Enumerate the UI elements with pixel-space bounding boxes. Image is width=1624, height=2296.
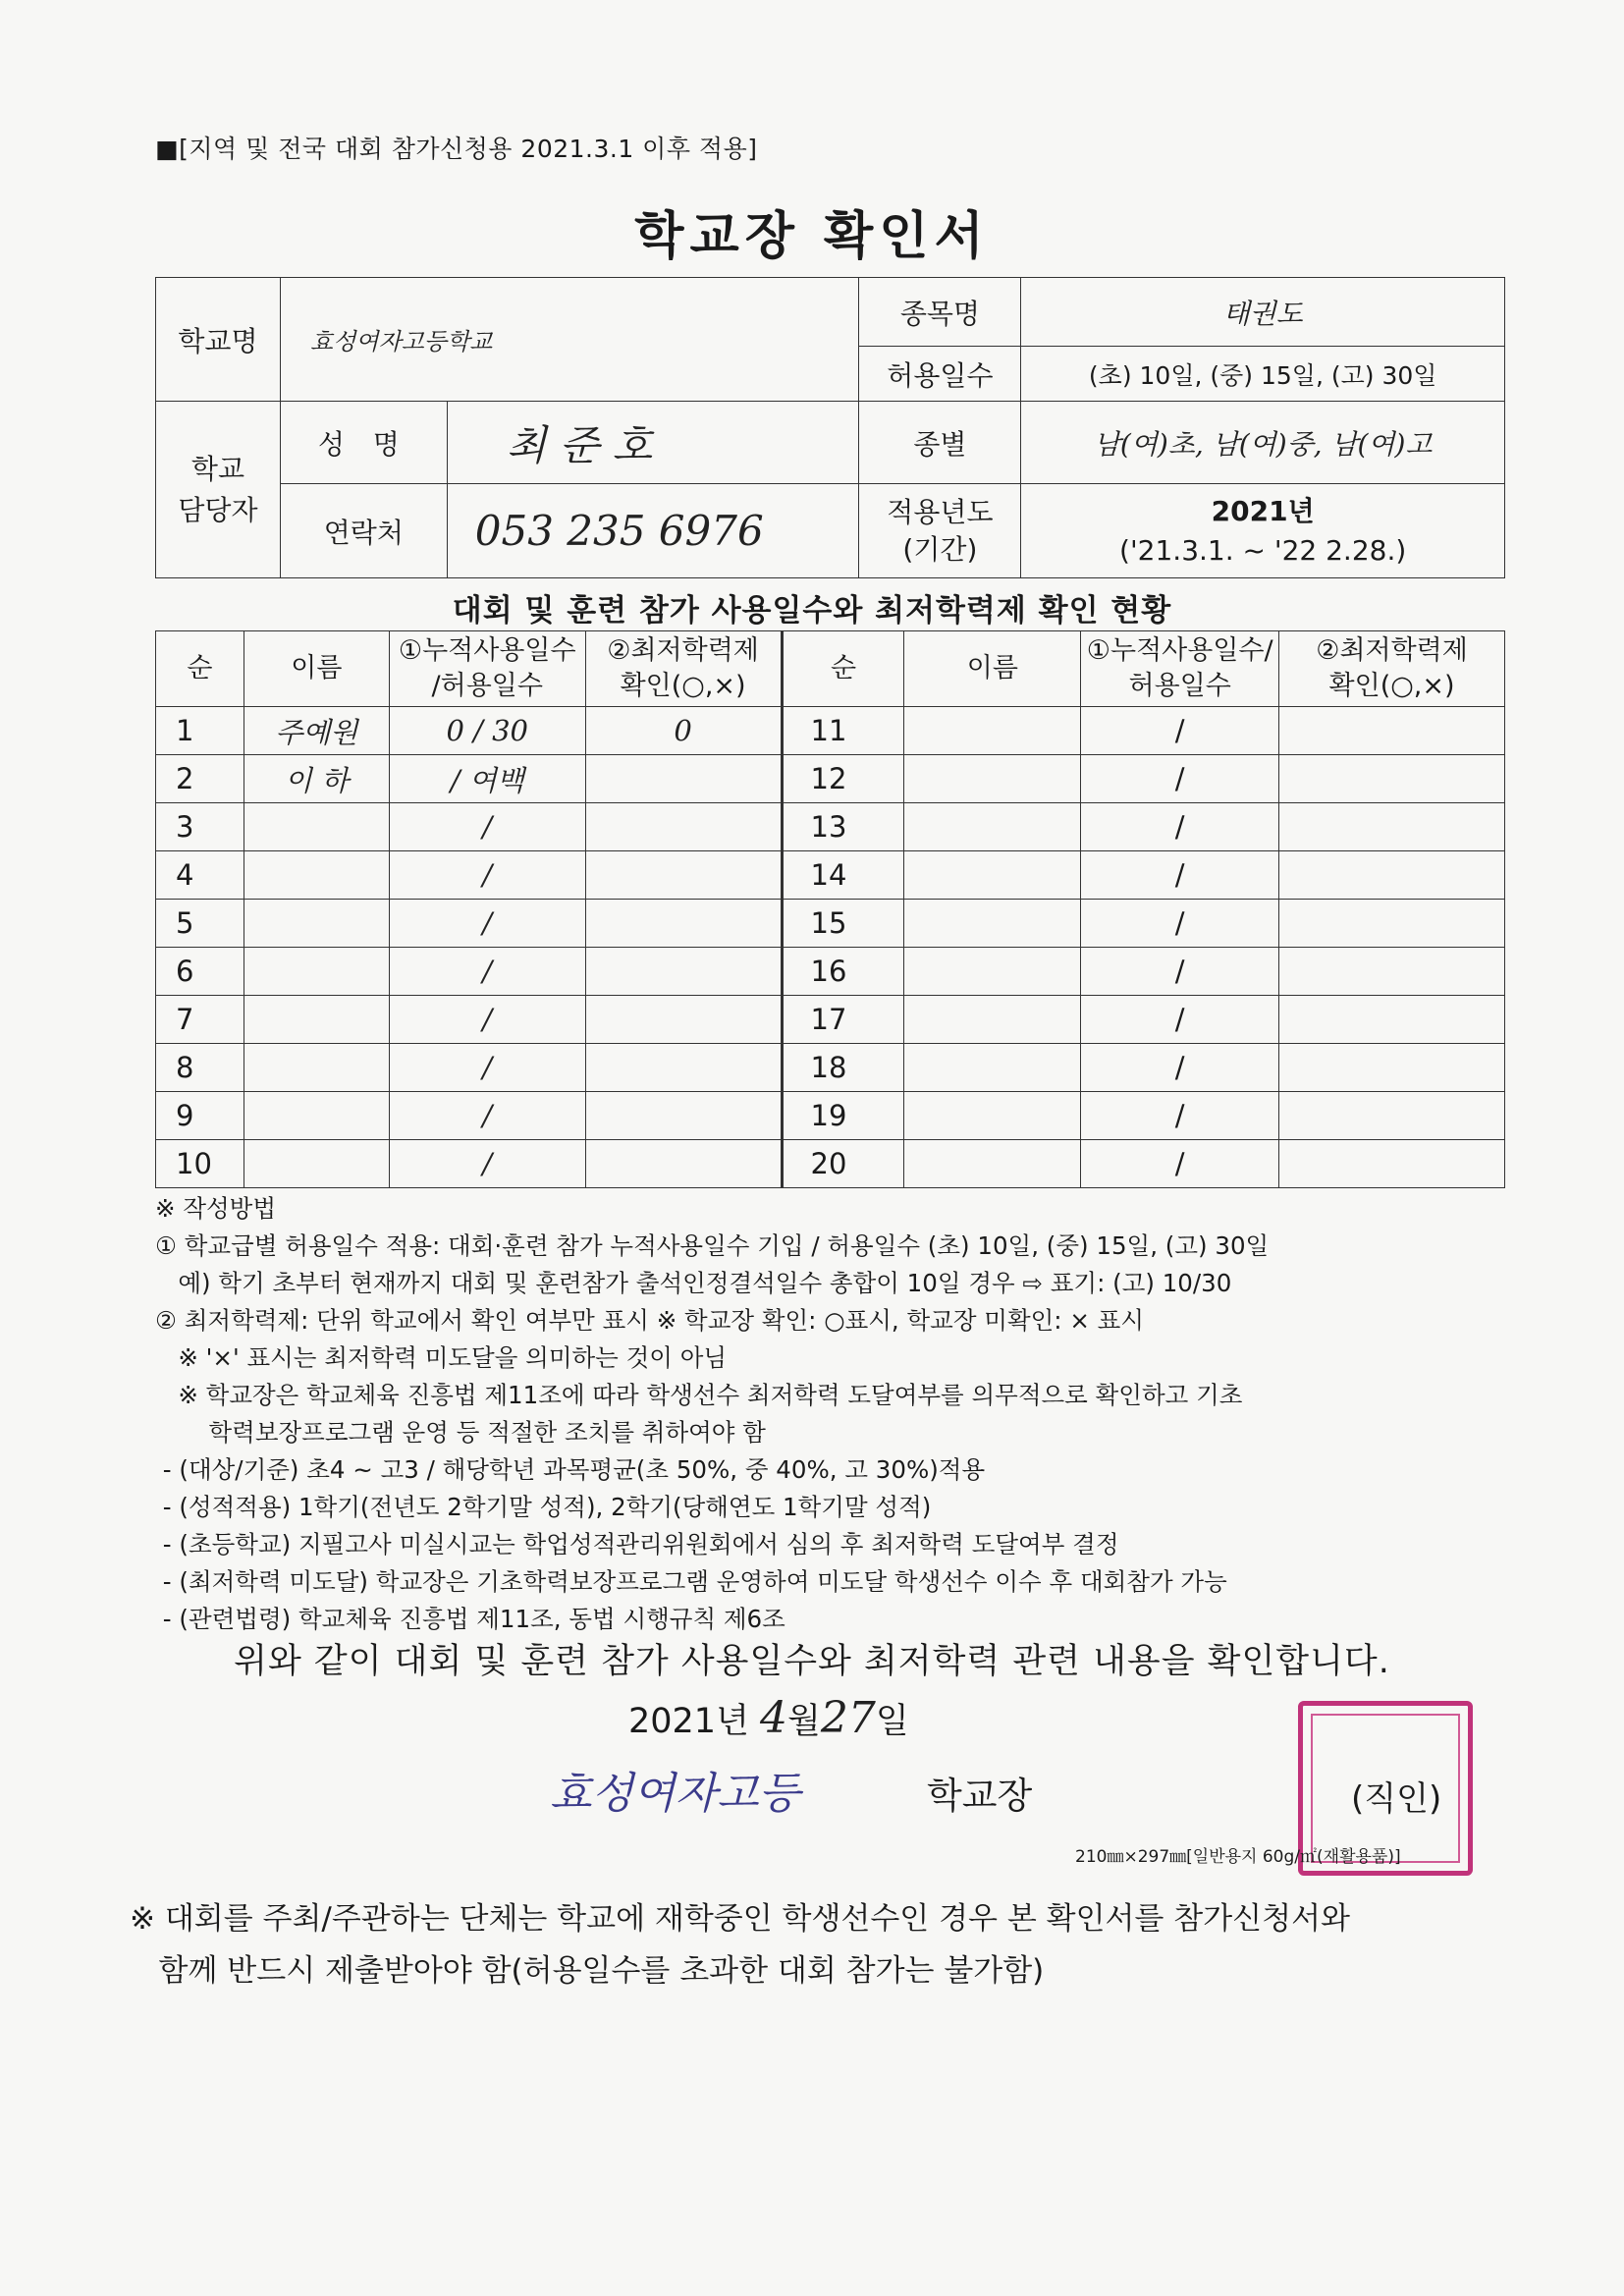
gender-text: 남(여)초, 남(여)중, 남(여)고 bbox=[1093, 427, 1433, 461]
row-name bbox=[244, 900, 389, 948]
header-days: ①누적사용일수 /허용일수 bbox=[389, 631, 585, 707]
table-row bbox=[156, 948, 1505, 996]
row-name bbox=[244, 851, 389, 900]
row-no-right: 19 bbox=[782, 1092, 904, 1140]
row-check-right bbox=[1279, 1044, 1505, 1092]
row-no-right: 13 bbox=[782, 803, 904, 851]
name-label: 성 명 bbox=[280, 402, 447, 484]
row-name-right bbox=[904, 851, 1081, 900]
name-value bbox=[447, 402, 859, 484]
header-check-right: ②최저학력제 확인(○,×) bbox=[1279, 631, 1505, 707]
row-name-right bbox=[904, 707, 1081, 755]
row-check-right bbox=[1279, 707, 1505, 755]
row-check bbox=[585, 1044, 782, 1092]
row-no: 9 bbox=[156, 1092, 244, 1140]
row-check-right bbox=[1279, 948, 1505, 996]
date-year: 2021년 bbox=[628, 1702, 749, 1741]
footer-line-1: ※ 대회를 주최/주관하는 단체는 학교에 재학중인 학생선수인 경우 본 확인서를 참가신청서와 bbox=[130, 1901, 1350, 1937]
row-no-right: 16 bbox=[782, 948, 904, 996]
instruction-line: 학력보장프로그램 운영 등 적절한 조치를 취하여야 함 bbox=[155, 1417, 766, 1447]
instruction-line: ※ 작성방법 bbox=[155, 1194, 276, 1223]
row-days: / bbox=[389, 1092, 585, 1140]
table-row bbox=[156, 755, 1505, 803]
signing-date bbox=[628, 1693, 909, 1743]
row-name-right bbox=[904, 1140, 1081, 1188]
row-check bbox=[585, 996, 782, 1044]
row-no: 7 bbox=[156, 996, 244, 1044]
row-name bbox=[244, 948, 389, 996]
row-days-right: / bbox=[1081, 1140, 1279, 1188]
row-name bbox=[244, 803, 389, 851]
name-text: 최 준 호 bbox=[506, 420, 653, 469]
row-check-right bbox=[1279, 803, 1505, 851]
gender-label: 종별 bbox=[859, 402, 1021, 484]
contact-text: 053 235 6976 bbox=[474, 507, 764, 555]
gender-value bbox=[1021, 402, 1505, 484]
contact-value bbox=[447, 484, 859, 578]
header-name: 이름 bbox=[244, 631, 389, 707]
row-days: / bbox=[389, 1044, 585, 1092]
school-name-label: 학교명 bbox=[156, 278, 281, 402]
contact-label: 연락처 bbox=[280, 484, 447, 578]
table-row bbox=[156, 707, 1505, 755]
row-days: / 여백 bbox=[389, 755, 585, 803]
footer-line-2: 함께 반드시 제출받아야 함(허용일수를 초과한 대회 참가는 불가함) bbox=[130, 1952, 1045, 1989]
sport-label: 종목명 bbox=[859, 278, 1021, 347]
instruction-line: ※ '×' 표시는 최저학력 미도달을 의미하는 것이 아님 bbox=[155, 1342, 728, 1372]
row-name-right bbox=[904, 1092, 1081, 1140]
instruction-line: ② 최저학력제: 단위 학교에서 확인 여부만 표시 ※ 학교장 확인: ○표시, 학교장 미확인: × 표시 bbox=[155, 1305, 1144, 1335]
row-check bbox=[585, 1092, 782, 1140]
school-name-value bbox=[280, 278, 859, 402]
date-month: 4 bbox=[760, 1693, 788, 1743]
row-name: 이 하 bbox=[244, 755, 389, 803]
row-name-right bbox=[904, 996, 1081, 1044]
stamp-label: (직인) bbox=[1347, 1772, 1445, 1820]
row-no-right: 18 bbox=[782, 1044, 904, 1092]
footer-note bbox=[130, 1893, 1534, 1996]
row-name bbox=[244, 996, 389, 1044]
instruction-line: 예) 학기 초부터 현재까지 대회 및 훈련참가 출석인정결석일수 총합이 10일 경우 ⇨ 표기: (고) 10/30 bbox=[155, 1268, 1232, 1297]
row-name-right bbox=[904, 900, 1081, 948]
row-check-right bbox=[1279, 851, 1505, 900]
row-days: / bbox=[389, 900, 585, 948]
instruction-line: - (최저학력 미도달) 학교장은 기초학력보장프로그램 운영하여 미도달 학생선수 이수 후 대회참가 가능 bbox=[155, 1566, 1227, 1596]
manager-label: 학교 담당자 bbox=[156, 402, 281, 578]
row-no-right: 12 bbox=[782, 755, 904, 803]
row-name bbox=[244, 1044, 389, 1092]
row-name bbox=[244, 1092, 389, 1140]
period-value bbox=[1021, 484, 1505, 578]
school-signature: 효성여자고등 bbox=[550, 1769, 801, 1819]
row-check: 0 bbox=[585, 707, 782, 755]
header-note: ■[지역 및 전국 대회 참가신청용 2021.3.1 이후 적용] bbox=[155, 135, 758, 163]
table-row bbox=[156, 1044, 1505, 1092]
table-row bbox=[156, 851, 1505, 900]
row-no-right: 11 bbox=[782, 707, 904, 755]
row-check bbox=[585, 755, 782, 803]
row-name-right bbox=[904, 803, 1081, 851]
date-day: 27 bbox=[820, 1693, 876, 1743]
row-name: 주예원 bbox=[244, 707, 389, 755]
table-row bbox=[156, 1140, 1505, 1188]
row-check-right bbox=[1279, 900, 1505, 948]
row-check bbox=[585, 1140, 782, 1188]
allowed-days-label: 허용일수 bbox=[859, 347, 1021, 402]
instruction-line: - (관련법령) 학교체육 진흥법 제11조, 동법 시행규칙 제6조 bbox=[155, 1604, 785, 1633]
row-days: / bbox=[389, 803, 585, 851]
row-days-right: / bbox=[1081, 707, 1279, 755]
row-no-right: 15 bbox=[782, 900, 904, 948]
info-table bbox=[155, 277, 1505, 578]
header-days-right: ①누적사용일수/ 허용일수 bbox=[1081, 631, 1279, 707]
header-check: ②최저학력제 확인(○,×) bbox=[585, 631, 782, 707]
row-check bbox=[585, 851, 782, 900]
row-days: / bbox=[389, 1140, 585, 1188]
instructions bbox=[155, 1190, 1530, 1638]
instruction-line: - (대상/기준) 초4 ~ 고3 / 해당학년 과목평균(초 50%, 중 40%, 고 30%)적용 bbox=[155, 1454, 986, 1484]
instruction-line: ※ 학교장은 학교체육 진흥법 제11조에 따라 학생선수 최저학력 도달여부를 의무적으로 확인하고 기초 bbox=[155, 1380, 1243, 1409]
instruction-line: - (성적적용) 1학기(전년도 2학기말 성적), 2학기(당해연도 1학기말 성적) bbox=[155, 1492, 932, 1521]
list-title: 대회 및 훈련 참가 사용일수와 최저학력제 확인 현황 bbox=[452, 593, 1172, 629]
row-check-right bbox=[1279, 1092, 1505, 1140]
row-no-right: 17 bbox=[782, 996, 904, 1044]
table-row bbox=[156, 803, 1505, 851]
row-no: 10 bbox=[156, 1140, 244, 1188]
row-days-right: / bbox=[1081, 948, 1279, 996]
row-no: 2 bbox=[156, 755, 244, 803]
row-days-right: / bbox=[1081, 851, 1279, 900]
paper-spec: 210㎜×297㎜[일반용지 60g/㎡(재활용품)] bbox=[1075, 1847, 1401, 1867]
row-name bbox=[244, 1140, 389, 1188]
row-check bbox=[585, 803, 782, 851]
row-no: 8 bbox=[156, 1044, 244, 1092]
instruction-line: ① 학교급별 허용일수 적용: 대회·훈련 참가 누적사용일수 기입 / 허용일수 (초) 10일, (중) 15일, (고) 30일 bbox=[155, 1230, 1270, 1260]
date-month-unit: 월 bbox=[787, 1702, 821, 1741]
row-days-right: / bbox=[1081, 1092, 1279, 1140]
row-days: / bbox=[389, 851, 585, 900]
header-no-right: 순 bbox=[782, 631, 904, 707]
allowed-days-value: (초) 10일, (중) 15일, (고) 30일 bbox=[1021, 347, 1505, 402]
period-year: 2021년 bbox=[1211, 495, 1315, 528]
row-days-right: / bbox=[1081, 996, 1279, 1044]
row-days: / bbox=[389, 948, 585, 996]
table-row bbox=[156, 900, 1505, 948]
period-range: ('21.3.1. ~ '22 2.28.) bbox=[1119, 533, 1407, 567]
row-no: 4 bbox=[156, 851, 244, 900]
row-days-right: / bbox=[1081, 1044, 1279, 1092]
row-no-right: 14 bbox=[782, 851, 904, 900]
row-check-right bbox=[1279, 1140, 1505, 1188]
row-days-right: / bbox=[1081, 755, 1279, 803]
row-name-right bbox=[904, 948, 1081, 996]
row-no-right: 20 bbox=[782, 1140, 904, 1188]
participants-table bbox=[155, 630, 1505, 1188]
row-no: 6 bbox=[156, 948, 244, 996]
row-check-right bbox=[1279, 996, 1505, 1044]
header-name-right: 이름 bbox=[904, 631, 1081, 707]
header-no: 순 bbox=[156, 631, 244, 707]
row-days-right: / bbox=[1081, 803, 1279, 851]
row-name-right bbox=[904, 1044, 1081, 1092]
row-days: 0 / 30 bbox=[389, 707, 585, 755]
confirmation-statement: 위와 같이 대회 및 훈련 참가 사용일수와 최저학력 관련 내용을 확인합니다. bbox=[234, 1642, 1390, 1681]
row-days-right: / bbox=[1081, 900, 1279, 948]
row-days: / bbox=[389, 996, 585, 1044]
document-title: 학교장 확인서 bbox=[634, 207, 990, 266]
school-name-text: 효성여자고등학교 bbox=[309, 328, 493, 355]
instruction-line: - (초등학교) 지필고사 미실시교는 학업성적관리위원회에서 심의 후 최저학력 도달여부 결정 bbox=[155, 1529, 1119, 1558]
row-check-right bbox=[1279, 755, 1505, 803]
row-no: 1 bbox=[156, 707, 244, 755]
principal-label: 학교장 bbox=[927, 1775, 1033, 1817]
row-no: 3 bbox=[156, 803, 244, 851]
row-no: 5 bbox=[156, 900, 244, 948]
table-row bbox=[156, 996, 1505, 1044]
table-row bbox=[156, 1092, 1505, 1140]
row-name-right bbox=[904, 755, 1081, 803]
row-check bbox=[585, 900, 782, 948]
sport-text: 태권도 bbox=[1222, 297, 1303, 330]
date-day-unit: 일 bbox=[875, 1702, 909, 1741]
row-check bbox=[585, 948, 782, 996]
period-label: 적용년도 (기간) bbox=[859, 484, 1021, 578]
sport-value bbox=[1021, 278, 1505, 347]
